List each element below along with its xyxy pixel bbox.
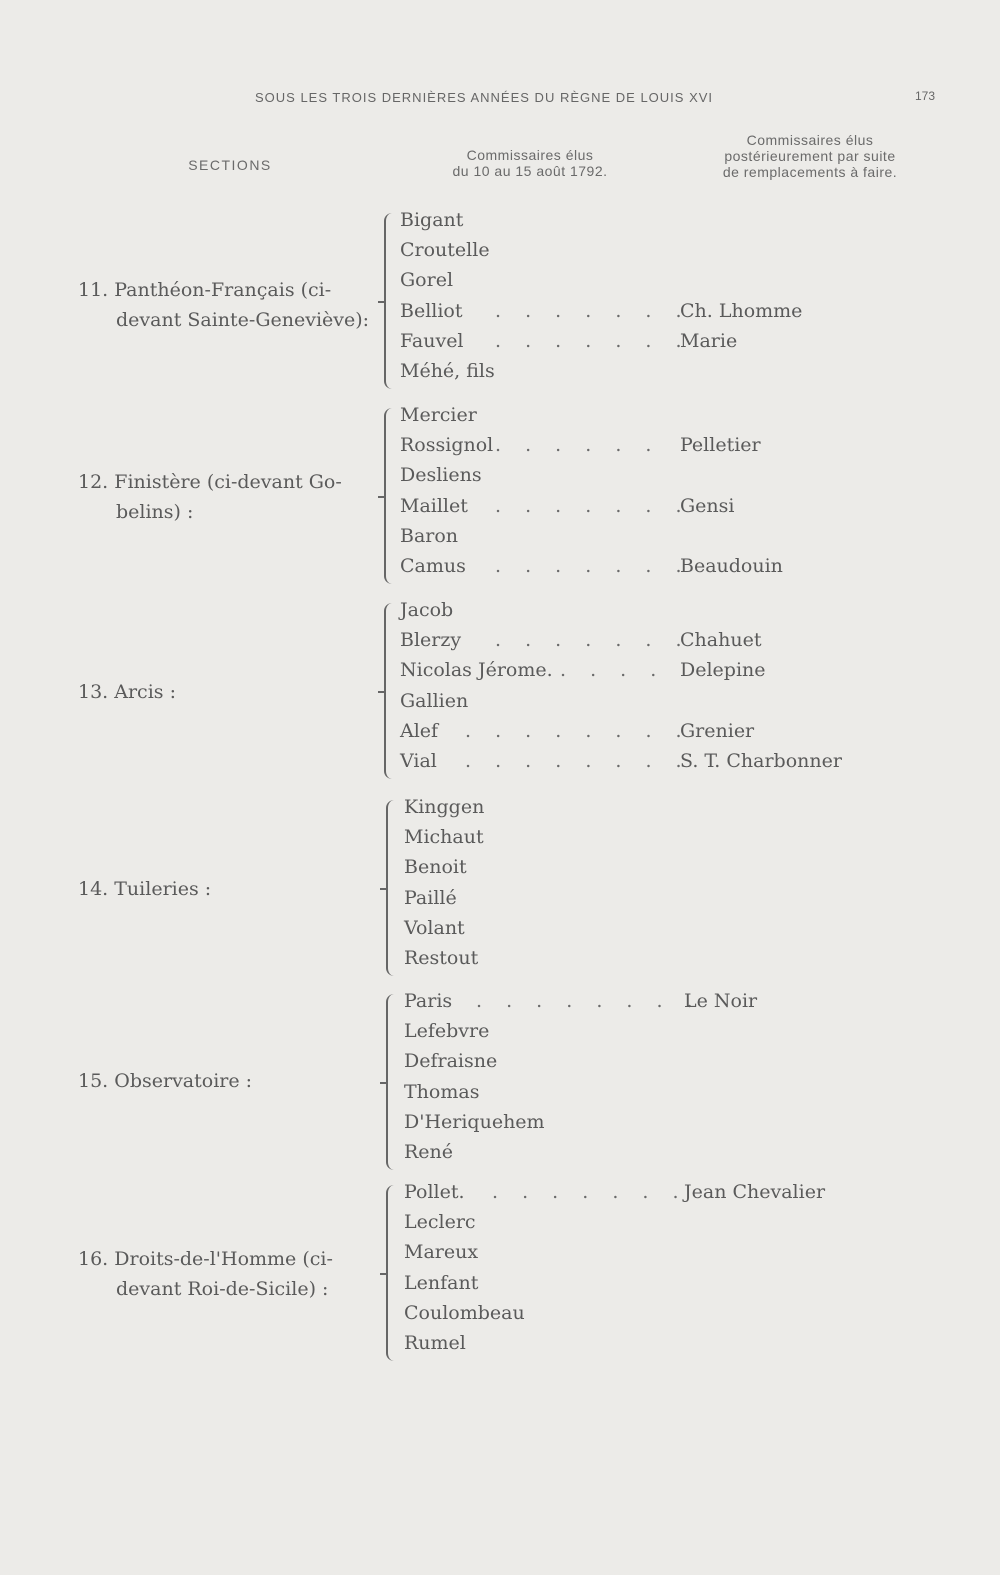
commissioner-name: D'Heriquehem [404,1110,545,1133]
brace [386,1185,402,1361]
commissioner-name: Lefebvre [404,1020,490,1043]
commissioner-row [404,1177,964,1207]
commissioner-row [400,595,960,625]
column-header-sections-text: SECTIONS [188,157,272,173]
commissioner-row [400,265,960,295]
section-label-line2: belins) : [116,501,194,523]
commissioner-row [400,551,960,581]
replacement-name: Delepine [680,659,766,682]
commissioner-row [404,1298,964,1328]
leader-dots: . . . . . . [495,434,661,457]
commissioner-name: Leclerc [404,1211,476,1234]
commissioner-row [404,1016,964,1046]
section-label-line1: 13. Arcis : [78,681,176,703]
commissioner-list [400,400,960,581]
leader-dots: . . . . . . . [495,299,691,322]
replacement-name: Ch. Lhomme [680,299,803,322]
commissioner-row [404,913,964,943]
replacement-name: Chahuet [680,629,762,652]
replacement-name: Pelletier [680,434,761,457]
section-label-line2: devant Roi-de-Sicile) : [116,1278,329,1300]
commissioner-name: Maillet [400,494,468,517]
commissioner-row [400,356,960,386]
leader-dots: . . . . . . . [495,554,691,577]
column-header-later-line3: de remplacements à faire. [722,164,898,180]
commissioner-name: Belliot [400,299,463,322]
replacement-name: Jean Chevalier [684,1181,826,1203]
commissioner-name: Rossignol [400,434,494,457]
commissioner-name: Camus [400,554,466,577]
commissioner-row [404,1107,964,1137]
commissioner-name: Restout [404,946,479,969]
commissioner-name: Benoit [404,856,467,879]
commissioner-name: Rumel [404,1331,466,1354]
section-label-line2: devant Sainte-Geneviève): [116,309,370,331]
leader-dots: . . . . . . . [495,329,691,352]
commissioner-list [400,205,960,386]
commissioner-name: Thomas [404,1080,480,1103]
commissioner-name: René [404,1140,454,1163]
commissioner-name: Coulombeau [404,1301,525,1324]
leader-dots: . . . . . . . . [465,749,691,772]
brace [386,800,402,976]
replacement-name: Grenier [680,719,755,742]
section-label [78,467,378,527]
commissioner-name: Kinggen [404,796,485,818]
brace [386,994,402,1170]
commissioner-row [400,491,960,521]
section-label-line1: 14. Tuileries : [78,878,212,900]
commissioner-name: Volant [404,916,465,939]
commissioner-name: Blerzy [400,629,462,652]
commissioner-name: Nicolas Jérome. [400,659,553,682]
commissioner-row [404,1207,964,1237]
column-header-sections [170,157,290,173]
commissioner-row [400,686,960,716]
commissioner-row [400,460,960,490]
section-label-line1: 16. Droits-de-l'Homme (ci- [78,1248,333,1270]
commissioner-row [400,400,960,430]
replacement-name: Beaudouin [680,554,783,577]
commissioner-name: Fauvel [400,329,464,352]
leader-dots: . . . . . . . . [476,990,702,1012]
commissioner-name: Baron [400,524,459,547]
commissioner-row [400,296,960,326]
replacement-name: S. T. Charbonner [680,749,842,772]
column-header-later-line1: Commissaires élus [746,132,874,148]
commissioner-row [404,943,964,973]
commissioner-row [400,625,960,655]
commissioner-row [404,852,964,882]
leader-dots: . . . . . . . . [465,719,691,742]
commissioner-name: Desliens [400,464,482,487]
commissioner-row [404,1137,964,1167]
commissioner-name: Lenfant [404,1271,479,1294]
commissioner-row [404,1328,964,1358]
running-title: SOUS LES TROIS DERNIÈRES ANNÉES DU RÈGNE DE LOUIS XVI [255,90,714,105]
section-label-line1: 11. Panthéon-Français (ci- [78,279,332,301]
commissioner-row [404,1268,964,1298]
commissioner-row [404,986,964,1016]
commissioner-row [400,430,960,460]
commissioner-row [404,822,964,852]
replacement-name: Gensi [680,494,735,517]
column-header-elected [415,147,645,179]
replacement-name: Marie [680,329,738,352]
commissioner-name: Mercier [400,404,477,426]
leader-dots: . . . . . . . [495,629,691,652]
section-label-line1: 12. Finistère (ci-devant Go- [78,471,342,493]
commissioner-list [404,792,964,973]
commissioner-name: Gallien [400,689,469,712]
commissioner-row [400,521,960,551]
column-header-later-line2: postérieurement par suite [724,148,896,164]
commissioner-name: Paillé [404,886,457,909]
replacement-name: Le Noir [684,990,758,1012]
section-label [78,1066,378,1096]
commissioner-row [404,883,964,913]
section-label [78,275,378,335]
column-header-later [685,132,935,180]
commissioner-list [400,595,960,776]
commissioner-name: Mareux [404,1241,479,1264]
commissioner-list [404,986,964,1167]
commissioner-name: Alef [400,719,439,742]
section-label-line1: 15. Observatoire : [78,1070,253,1092]
leader-dots: . . . . [560,659,666,682]
commissioner-row [400,326,960,356]
commissioner-row [404,1237,964,1267]
commissioner-name: Vial [400,749,437,772]
leader-dots: . . . . . . . [492,1181,688,1203]
section-label [78,1244,378,1304]
commissioner-name: Paris [404,990,453,1012]
brace [384,213,400,389]
brace [384,408,400,584]
commissioner-row [400,235,960,265]
commissioner-name: Gorel [400,269,454,292]
section-label [78,874,378,904]
commissioner-name: Jacob [400,599,454,621]
page-number: 173 [915,89,936,103]
commissioner-list [404,1177,964,1358]
commissioner-name: Michaut [404,826,484,849]
leader-dots: . . . . . . . [495,494,691,517]
commissioner-row [404,792,964,822]
commissioner-name: Defraisne [404,1050,498,1073]
commissioner-row [400,655,960,685]
commissioner-row [404,1077,964,1107]
section-label [78,677,378,707]
commissioner-name: Pollet. [404,1181,465,1203]
commissioner-row [400,205,960,235]
commissioner-row [400,746,960,776]
column-header-elected-line1: Commissaires élus [466,147,594,163]
commissioner-row [400,716,960,746]
commissioner-name: Croutelle [400,239,490,262]
brace [384,603,400,779]
commissioner-row [404,1046,964,1076]
commissioner-name: Méhé, fils [400,359,495,382]
column-header-elected-line2: du 10 au 15 août 1792. [452,163,608,179]
commissioner-name: Bigant [400,209,464,231]
